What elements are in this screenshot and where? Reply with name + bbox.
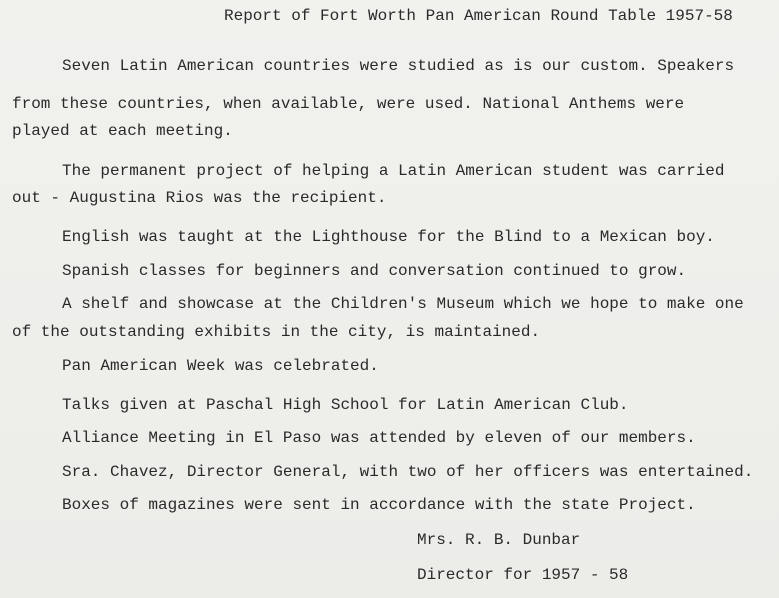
- signature-name: Mrs. R. B. Dunbar: [417, 531, 581, 549]
- paragraph-line: Talks given at Paschal High School for Latin American Club.: [62, 396, 629, 414]
- paragraph-line: Seven Latin American countries were studied as is our custom. Speakers: [62, 57, 735, 75]
- paragraph-line: of the outstanding exhibits in the city, is maintained.: [12, 323, 541, 341]
- paragraph-line: Alliance Meeting in El Paso was attended by eleven of our members.: [62, 429, 696, 447]
- paragraph-line: A shelf and showcase at the Children's Museum which we hope to make one: [62, 295, 744, 313]
- paragraph-line: Spanish classes for beginners and conversation continued to grow.: [62, 262, 687, 280]
- paragraph-line: Sra. Chavez, Director General, with two of her officers was entertained.: [62, 463, 754, 481]
- paragraph-line: Boxes of magazines were sent in accordance with the state Project.: [62, 496, 696, 514]
- paragraph-line: English was taught at the Lighthouse for the Blind to a Mexican boy.: [62, 228, 715, 246]
- paragraph-line: Pan American Week was celebrated.: [62, 357, 379, 375]
- paragraph-line: from these countries, when available, were used. National Anthems were: [12, 95, 685, 113]
- document-title: Report of Fort Worth Pan American Round Table 1957-58: [224, 7, 733, 25]
- paragraph-line: out - Augustina Rios was the recipient.: [12, 189, 387, 207]
- paragraph-line: played at each meeting.: [12, 122, 233, 140]
- signature-role: Director for 1957 - 58: [417, 566, 629, 584]
- paragraph-line: The permanent project of helping a Latin American student was carried: [62, 162, 725, 180]
